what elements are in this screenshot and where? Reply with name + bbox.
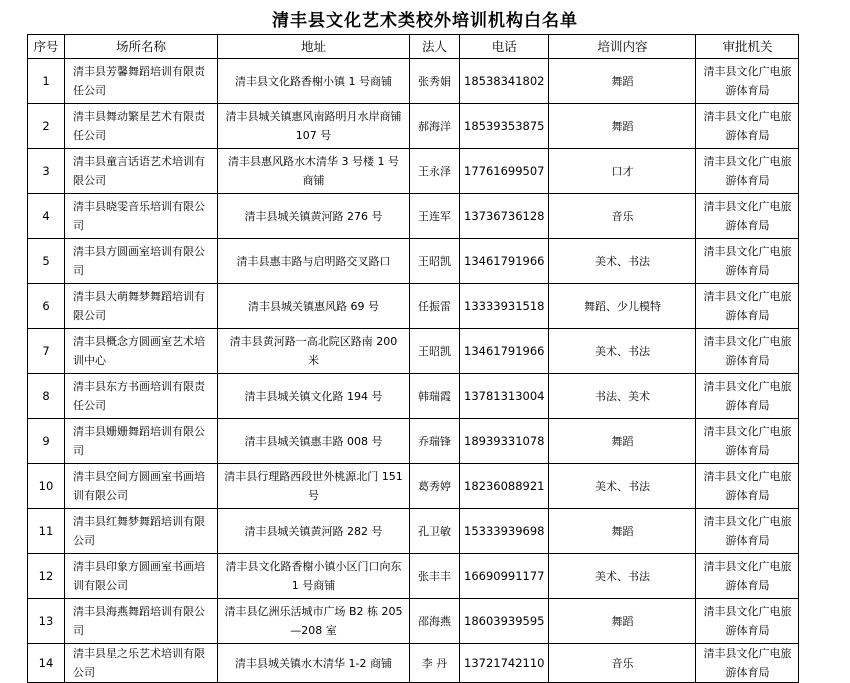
approval-authority: 清丰县文化广电旅游体育局 — [696, 374, 799, 419]
org-address: 清丰县文化路香榭小镇小区门口向东 1 号商铺 — [218, 554, 410, 599]
approval-authority: 清丰县文化广电旅游体育局 — [696, 419, 799, 464]
phone-number: 13721742110 — [460, 644, 549, 683]
legal-person: 郝海洋 — [410, 104, 460, 149]
approval-authority: 清丰县文化广电旅游体育局 — [696, 239, 799, 284]
document-title: 清丰县文化艺术类校外培训机构白名单 — [272, 11, 578, 31]
org-name: 清丰县红舞梦舞蹈培训有限公司 — [65, 509, 218, 554]
legal-person: 孔卫敏 — [410, 509, 460, 554]
row-number: 9 — [28, 419, 65, 464]
table-row — [28, 509, 799, 554]
table-row — [28, 419, 799, 464]
phone-number: 16690991177 — [460, 554, 549, 599]
row-number: 2 — [28, 104, 65, 149]
legal-person: 邵海燕 — [410, 599, 460, 644]
approval-authority: 清丰县文化广电旅游体育局 — [696, 104, 799, 149]
phone-number: 18539353875 — [460, 104, 549, 149]
legal-person: 王昭凯 — [410, 329, 460, 374]
org-name: 清丰县海燕舞蹈培训有限公司 — [65, 599, 218, 644]
header-cell-content: 培训内容 — [549, 35, 696, 59]
table-row — [28, 284, 799, 329]
phone-number: 13736736128 — [460, 194, 549, 239]
legal-person: 韩瑞霞 — [410, 374, 460, 419]
training-content: 舞蹈 — [549, 599, 696, 644]
phone-number: 18538341802 — [460, 59, 549, 104]
row-number: 1 — [28, 59, 65, 104]
table-row — [28, 554, 799, 599]
org-name: 清丰县童言话语艺术培训有限公司 — [65, 149, 218, 194]
training-content: 书法、美术 — [549, 374, 696, 419]
training-content: 音乐 — [549, 194, 696, 239]
approval-authority: 清丰县文化广电旅游体育局 — [696, 329, 799, 374]
org-address: 清丰县城关镇惠丰路 008 号 — [218, 419, 410, 464]
legal-person: 张秀娟 — [410, 59, 460, 104]
header-cell-person: 法人 — [410, 35, 460, 59]
phone-number: 13461791966 — [460, 329, 549, 374]
org-name: 清丰县大萌舞梦舞蹈培训有限公司 — [65, 284, 218, 329]
org-name: 清丰县星之乐艺术培训有限公司 — [65, 644, 218, 683]
row-number: 6 — [28, 284, 65, 329]
org-address: 清丰县城关镇黄河路 276 号 — [218, 194, 410, 239]
table-row — [28, 329, 799, 374]
table-row — [28, 59, 799, 104]
training-content: 舞蹈 — [549, 59, 696, 104]
training-content: 舞蹈 — [549, 509, 696, 554]
row-number: 4 — [28, 194, 65, 239]
table-row — [28, 149, 799, 194]
org-name: 清丰县姗姗舞蹈培训有限公司 — [65, 419, 218, 464]
row-number: 7 — [28, 329, 65, 374]
table-row — [28, 374, 799, 419]
org-name: 清丰县印象方圆画室书画培训有限公司 — [65, 554, 218, 599]
org-address: 清丰县惠风路水木清华 3 号楼 1 号商铺 — [218, 149, 410, 194]
approval-authority: 清丰县文化广电旅游体育局 — [696, 599, 799, 644]
phone-number: 18939331078 — [460, 419, 549, 464]
whitelist-table — [27, 34, 799, 683]
phone-number: 13333931518 — [460, 284, 549, 329]
approval-authority: 清丰县文化广电旅游体育局 — [696, 554, 799, 599]
training-content: 舞蹈、少儿模特 — [549, 284, 696, 329]
training-content: 舞蹈 — [549, 104, 696, 149]
training-content: 舞蹈 — [549, 419, 696, 464]
legal-person: 乔瑞锋 — [410, 419, 460, 464]
training-content: 美术、书法 — [549, 464, 696, 509]
org-address: 清丰县城关镇惠风南路明月水岸商铺 107 号 — [218, 104, 410, 149]
legal-person: 张丰丰 — [410, 554, 460, 599]
org-address: 清丰县城关镇文化路 194 号 — [218, 374, 410, 419]
row-number: 14 — [28, 644, 65, 683]
row-number: 8 — [28, 374, 65, 419]
phone-number: 13781313004 — [460, 374, 549, 419]
org-name: 清丰县晓雯音乐培训有限公司 — [65, 194, 218, 239]
row-number: 12 — [28, 554, 65, 599]
org-address: 清丰县行理路西段世外桃源北门 151 号 — [218, 464, 410, 509]
org-address: 清丰县惠丰路与启明路交叉路口 — [218, 239, 410, 284]
phone-number: 18236088921 — [460, 464, 549, 509]
org-name: 清丰县舞动繁星艺术有限责任公司 — [65, 104, 218, 149]
approval-authority: 清丰县文化广电旅游体育局 — [696, 284, 799, 329]
phone-number: 18603939595 — [460, 599, 549, 644]
row-number: 5 — [28, 239, 65, 284]
org-address: 清丰县城关镇水木清华 1-2 商铺 — [218, 644, 410, 683]
org-name: 清丰县概念方圆画室艺术培训中心 — [65, 329, 218, 374]
approval-authority: 清丰县文化广电旅游体育局 — [696, 509, 799, 554]
phone-number: 17761699507 — [460, 149, 549, 194]
header-cell-address: 地址 — [218, 35, 410, 59]
table-row — [28, 599, 799, 644]
org-name: 清丰县方圆画室培训有限公司 — [65, 239, 218, 284]
table-row — [28, 464, 799, 509]
table-row — [28, 644, 799, 683]
table-header-row — [28, 35, 799, 59]
phone-number: 13461791966 — [460, 239, 549, 284]
row-number: 3 — [28, 149, 65, 194]
org-address: 清丰县文化路香榭小镇 1 号商铺 — [218, 59, 410, 104]
org-name: 清丰县芳馨舞蹈培训有限责任公司 — [65, 59, 218, 104]
legal-person: 葛秀婷 — [410, 464, 460, 509]
org-name: 清丰县空间方圆画室书画培训有限公司 — [65, 464, 218, 509]
training-content: 美术、书法 — [549, 239, 696, 284]
legal-person: 任振雷 — [410, 284, 460, 329]
header-cell-authority: 审批机关 — [696, 35, 799, 59]
training-content: 美术、书法 — [549, 329, 696, 374]
org-address: 清丰县城关镇惠风路 69 号 — [218, 284, 410, 329]
org-address: 清丰县黄河路一高北院区路南 200 米 — [218, 329, 410, 374]
approval-authority: 清丰县文化广电旅游体育局 — [696, 149, 799, 194]
table-row — [28, 239, 799, 284]
row-number: 13 — [28, 599, 65, 644]
header-cell-no: 序号 — [28, 35, 65, 59]
approval-authority: 清丰县文化广电旅游体育局 — [696, 194, 799, 239]
legal-person: 李 丹 — [410, 644, 460, 683]
training-content: 美术、书法 — [549, 554, 696, 599]
approval-authority: 清丰县文化广电旅游体育局 — [696, 59, 799, 104]
approval-authority: 清丰县文化广电旅游体育局 — [696, 464, 799, 509]
approval-authority: 清丰县文化广电旅游体育局 — [696, 644, 799, 683]
header-cell-name: 场所名称 — [65, 35, 218, 59]
legal-person: 王连军 — [410, 194, 460, 239]
row-number: 11 — [28, 509, 65, 554]
table-row — [28, 194, 799, 239]
org-name: 清丰县东方书画培训有限责任公司 — [65, 374, 218, 419]
org-address: 清丰县亿洲乐活城市广场 B2 栋 205—208 室 — [218, 599, 410, 644]
training-content: 音乐 — [549, 644, 696, 683]
legal-person: 王昭凯 — [410, 239, 460, 284]
row-number: 10 — [28, 464, 65, 509]
header-cell-phone: 电话 — [460, 35, 549, 59]
org-address: 清丰县城关镇黄河路 282 号 — [218, 509, 410, 554]
legal-person: 王永泽 — [410, 149, 460, 194]
table-row — [28, 104, 799, 149]
training-content: 口才 — [549, 149, 696, 194]
phone-number: 15333939698 — [460, 509, 549, 554]
